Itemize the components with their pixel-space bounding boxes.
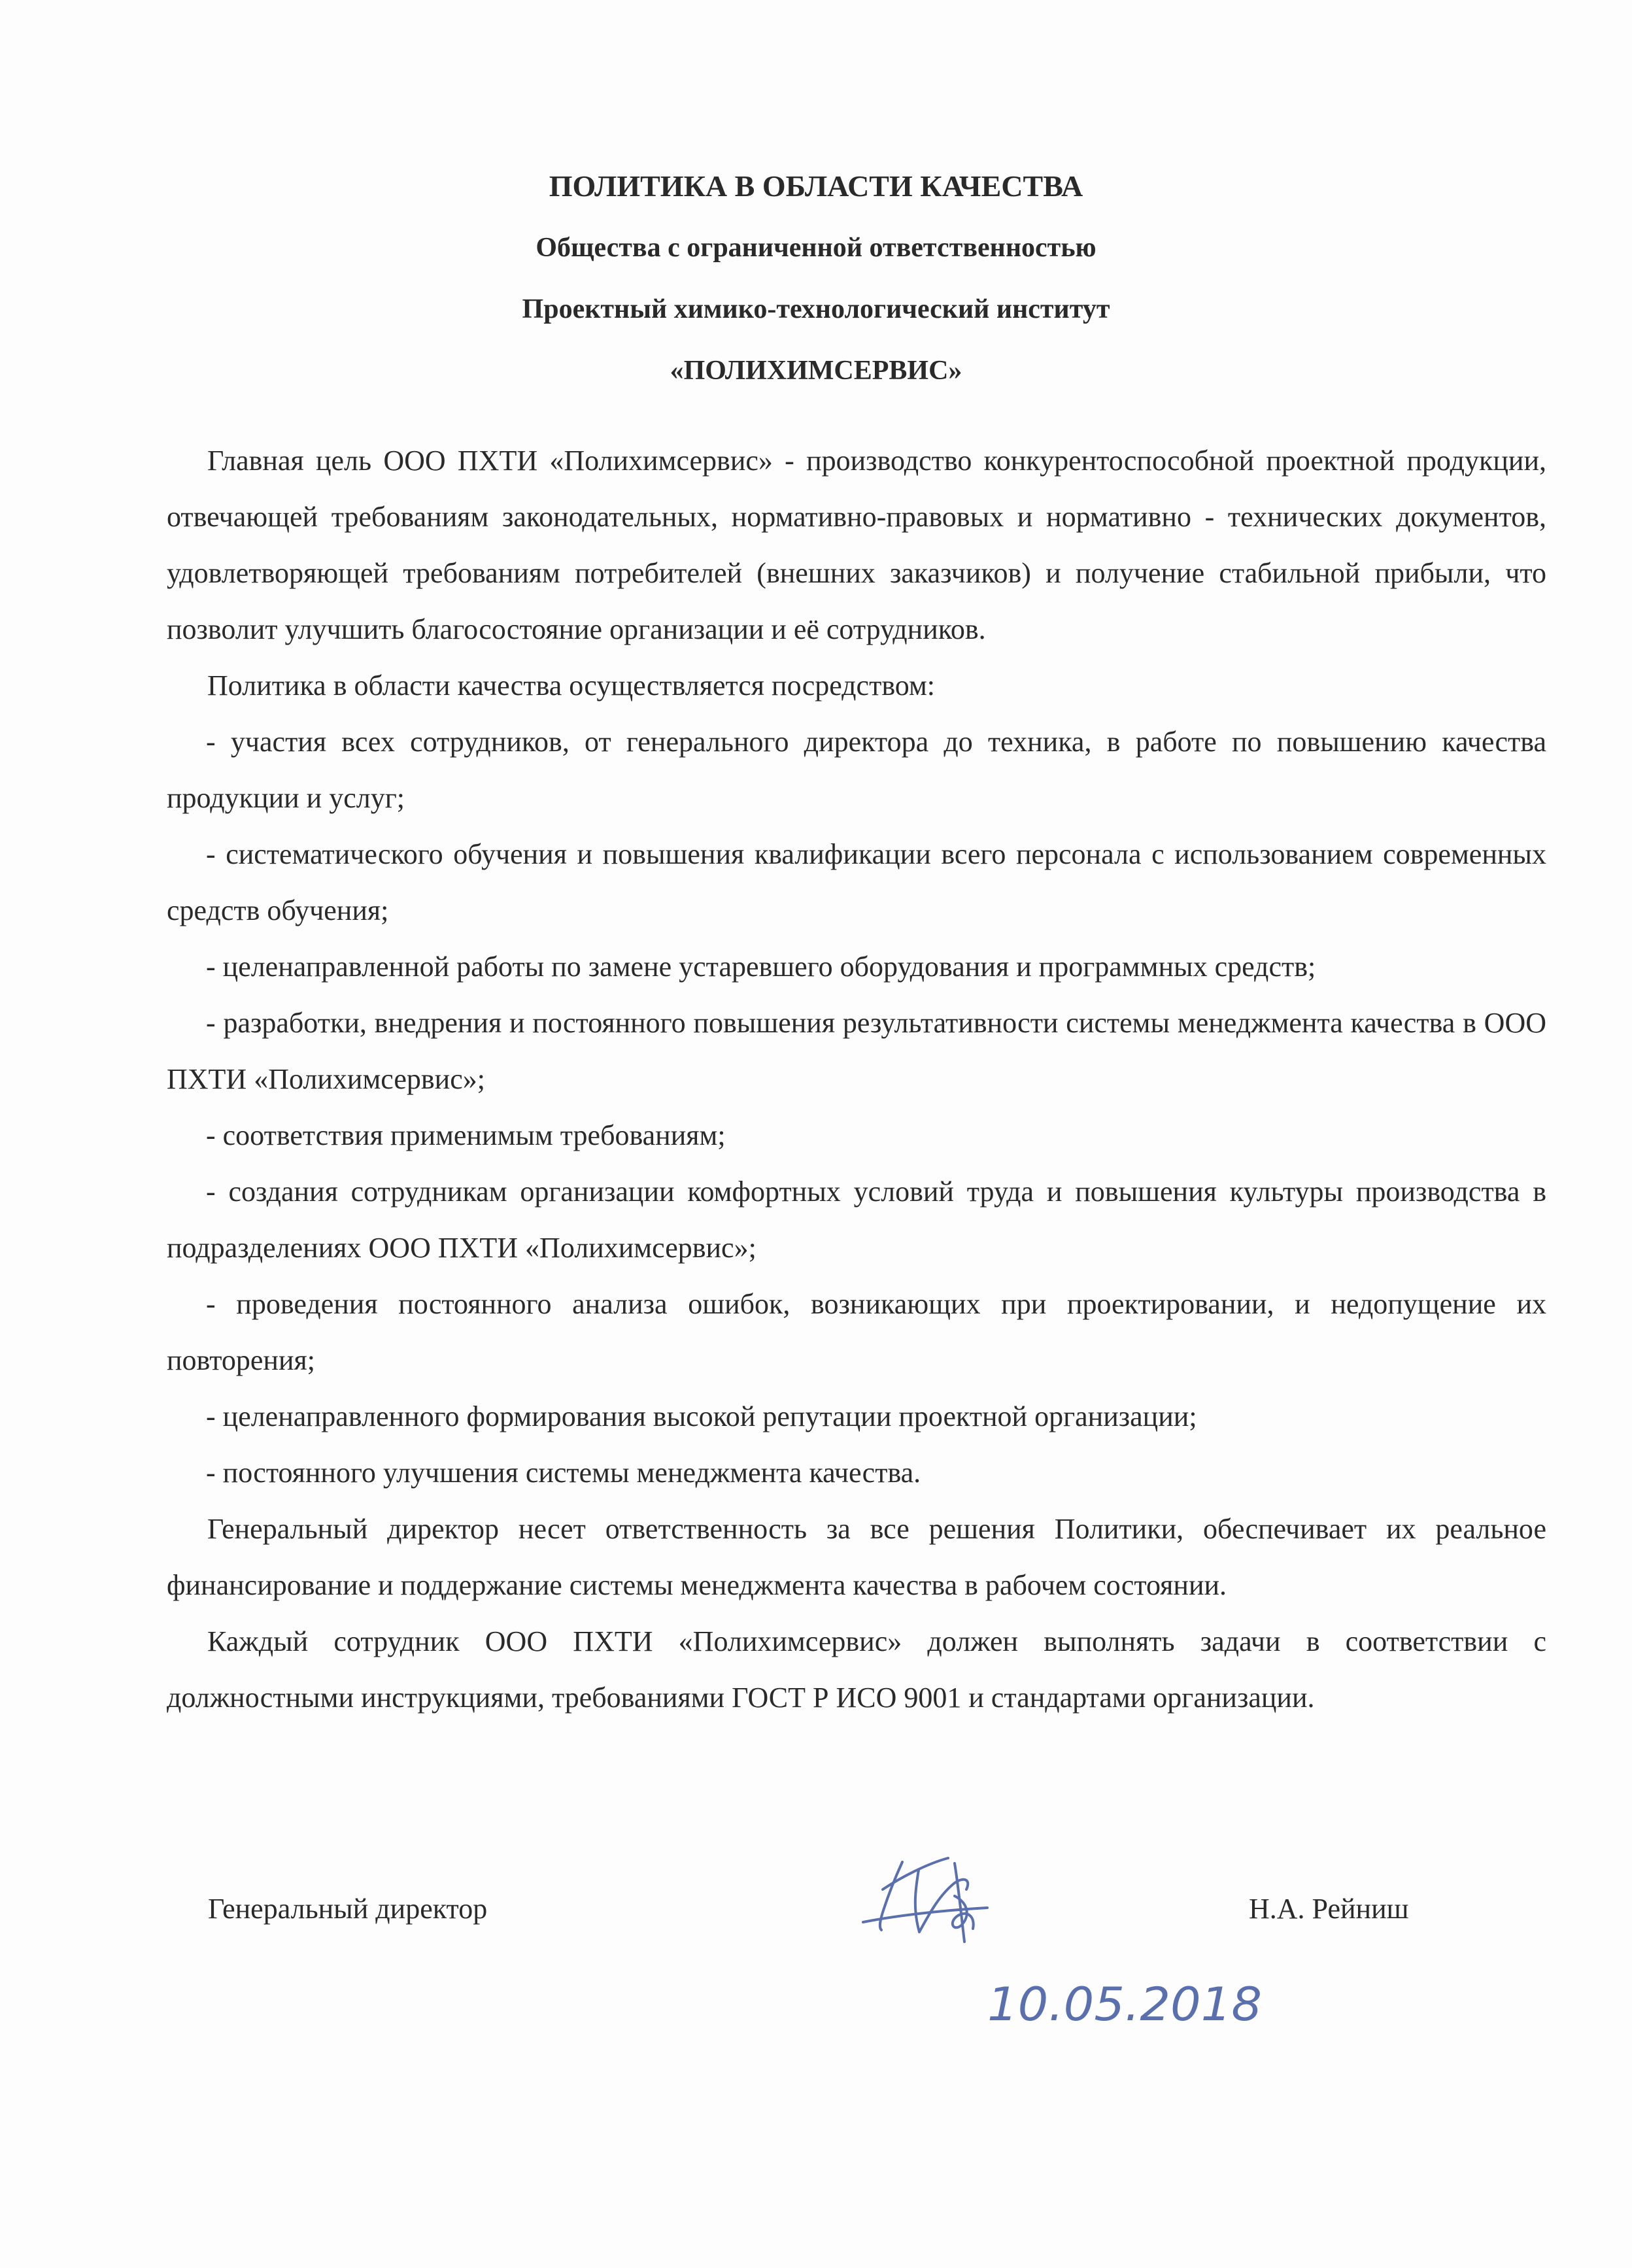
- policy-item: - участия всех сотрудников, от генерального директора до техника, в работе по повышению качества продукции и услуг;: [167, 726, 1546, 814]
- policy-item: - создания сотрудникам организации комфортных условий труда и повышения культуры производства в подразделениях ООО ПХТИ «Полихимсервис»;: [167, 1176, 1546, 1264]
- handwritten-signature: [857, 1850, 1027, 1948]
- policy-item: - целенаправленного формирования высокой репутации проектной организации;: [206, 1400, 1197, 1432]
- policy-item: - постоянного улучшения системы менеджмента качества.: [206, 1457, 921, 1489]
- document-header: [0, 156, 1632, 401]
- main-goal-paragraph: Главная цель ООО ПХТИ «Полихимсервис» - производство конкурентоспособной проектной продукции, отвечающей требованиям законодательных, нормативно-правовых и нормативно - технических документов, удовлетворяющей требованиям потребителей (внешних заказчиков) и получение стабильной прибыли, что позволит улучшить благосостояние организации и её сотрудников.: [167, 445, 1546, 645]
- policy-item: - соответствия применимым требованиям;: [206, 1119, 726, 1151]
- employee-duty-paragraph: Каждый сотрудник ООО ПХТИ «Полихимсервис» должен выполнять задачи в соответствии с должностными инструкциями, требованиями ГОСТ Р ИСО 9001 и стандартами организации.: [167, 1625, 1546, 1714]
- handwritten-date: [981, 1968, 1268, 2040]
- policy-intro-paragraph: Политика в области качества осуществляется посредством:: [207, 669, 936, 702]
- document-body: [167, 433, 1546, 1726]
- svg-text:10.05.2018: 10.05.2018: [987, 1978, 1262, 2031]
- document-title: ПОЛИТИКА В ОБЛАСТИ КАЧЕСТВА: [549, 169, 1083, 203]
- policy-item: - целенаправленной работы по замене устаревшего оборудования и программных средств;: [206, 951, 1316, 983]
- organization-name: Проектный химико-технологический институт: [522, 294, 1110, 324]
- organization-brand: «ПОЛИХИМСЕРВИС»: [670, 356, 962, 386]
- policy-item: - проведения постоянного анализа ошибок, возникающих при проектировании, и недопущение их повторения;: [167, 1288, 1546, 1376]
- director-responsibility-paragraph: Генеральный директор несет ответственность за все решения Политики, обеспечивает их реальное финансирование и поддержание системы менеджмента качества в рабочем состоянии.: [167, 1513, 1546, 1601]
- signatory-role: Генеральный директор: [208, 1893, 488, 1925]
- policy-item: - систематического обучения и повышения квалификации всего персонала с использованием современных средств обучения;: [167, 838, 1546, 926]
- signatory-name: Н.А. Рейниш: [1249, 1893, 1409, 1925]
- organization-type: Общества с ограниченной ответственностью: [536, 233, 1096, 263]
- policy-item: - разработки, внедрения и постоянного повышения результативности системы менеджмента качества в ООО ПХТИ «Полихимсервис»;: [167, 1007, 1546, 1095]
